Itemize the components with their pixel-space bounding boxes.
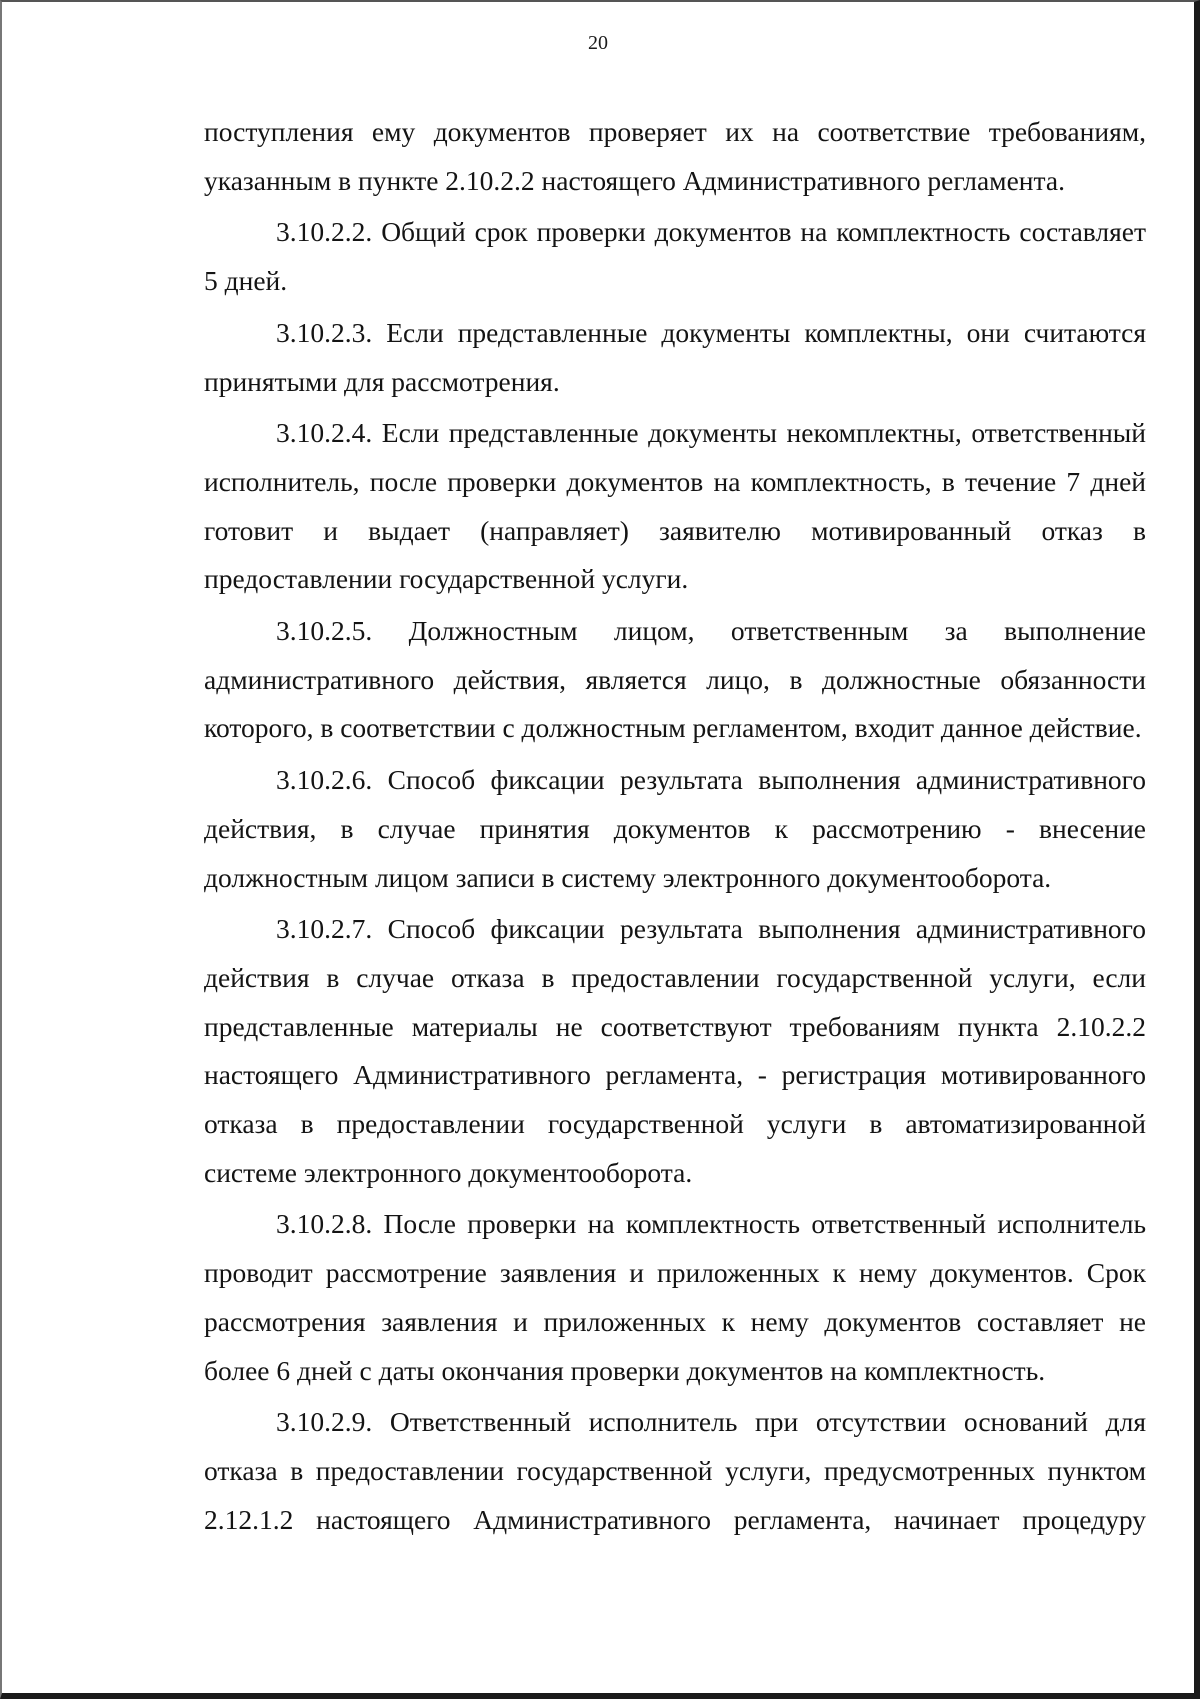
paragraph-3-10-2-4: 3.10.2.4. Если представленные документы некомплектны, ответственный исполнитель, после проверки документов на комплектность, в течение 7 дней готовит и выдает (направляет) заявителю мотивированный отказ в предоставлении государственной услуги. [204, 417, 1146, 595]
page-number: 20 [588, 32, 608, 54]
paragraph-continuation: поступления ему документов проверяет их на соответствие требованиям, указанным в пункте 2.10.2.2 настоящего Административного регламента. [204, 116, 1146, 196]
document-body [204, 108, 1146, 1544]
paragraph-3-10-2-2: 3.10.2.2. Общий срок проверки документов на комплектность составляет 5 дней. [204, 216, 1146, 297]
paragraph-3-10-2-6: 3.10.2.6. Способ фиксации результата выполнения административного действия, в случае принятия документов к рассмотрению - внесение должностным лицом записи в систему электронного документооборота. [204, 764, 1146, 893]
paragraph-3-10-2-3: 3.10.2.3. Если представленные документы комплектны, они считаются принятыми для рассмотрения. [204, 316, 1146, 397]
paragraph-3-10-2-9: 3.10.2.9. Ответственный исполнитель при отсутствии оснований для отказа в предоставлении государственной услуги, предусмотренных пунктом 2.12.1.2 настоящего Административного регламента, начинает процедуру [204, 1406, 1146, 1535]
paragraph-3-10-2-5: 3.10.2.5. Должностным лицом, ответственным за выполнение административного действия, является лицо, в должностные обязанности которого, в соответствии с должностным регламентом, входит данное действие. [204, 615, 1146, 744]
paragraph-3-10-2-8: 3.10.2.8. После проверки на комплектность ответственный исполнитель проводит рассмотрение заявления и приложенных к нему документов. Срок рассмотрения заявления и приложенных к нему документов составляет не более 6 дней с даты окончания проверки документов на комплектность. [204, 1208, 1146, 1386]
paragraph-3-10-2-7: 3.10.2.7. Способ фиксации результата выполнения административного действия в случае отказа в предоставлении государственной услуги, если представленные материалы не соответствуют требованиям пункта 2.10.2.2 настоящего Административного регламента, - регистрация мотивированного отказа в предоставлении государственной услуги в автоматизированной системе электронного документооборота. [204, 913, 1146, 1188]
